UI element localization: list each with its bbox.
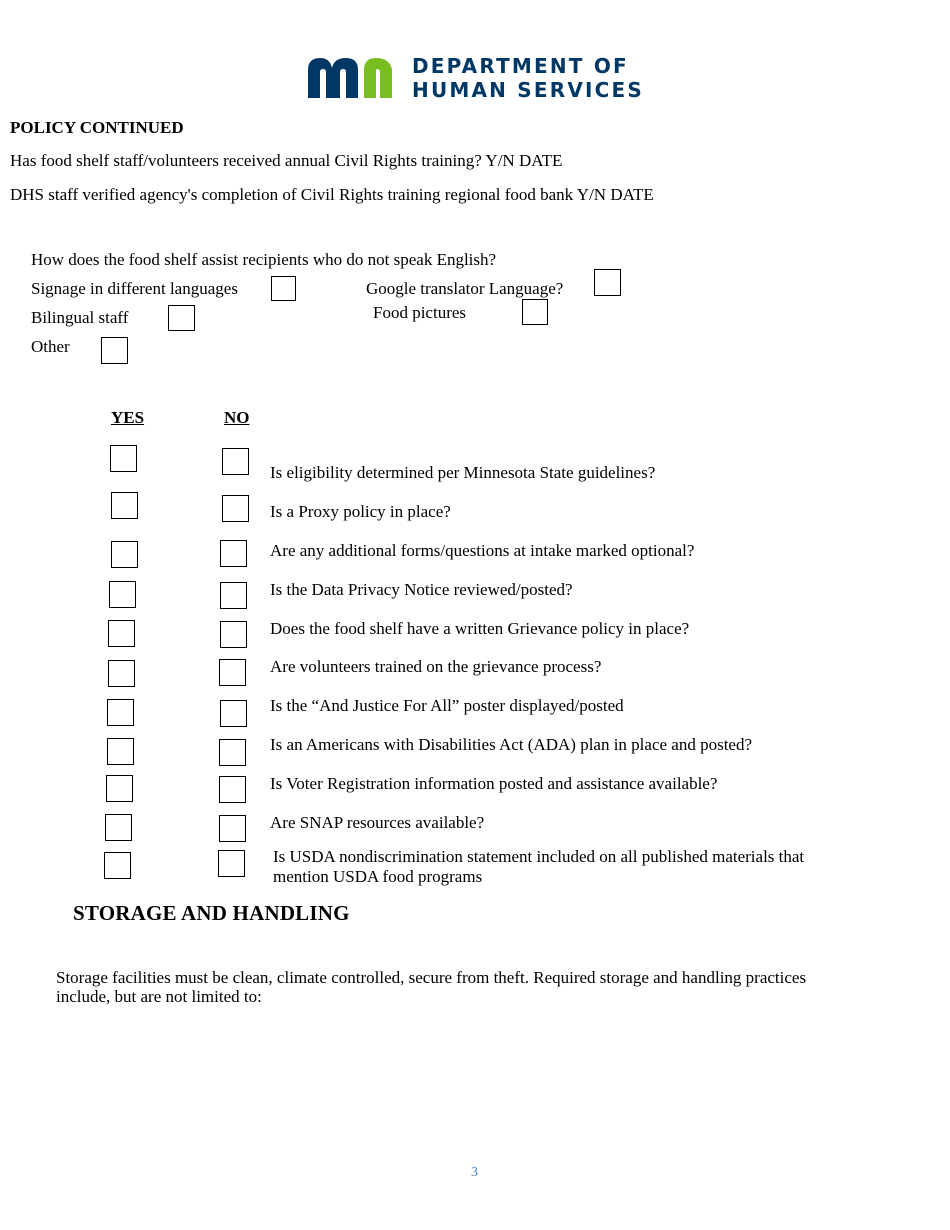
no-checkbox[interactable] xyxy=(220,700,247,727)
no-checkbox[interactable] xyxy=(220,540,247,567)
page-number: 3 xyxy=(471,1165,478,1180)
option-other-label: Other xyxy=(31,337,70,356)
no-checkbox[interactable] xyxy=(219,815,246,842)
question-snap-resources: Are SNAP resources available? xyxy=(270,813,485,832)
google-translator-checkbox[interactable] xyxy=(594,269,621,296)
logo-text-line1: DEPARTMENT OF xyxy=(412,54,629,78)
policy-heading: POLICY CONTINUED xyxy=(10,118,184,137)
yes-checkbox[interactable] xyxy=(104,852,131,879)
question-eligibility: Is eligibility determined per Minnesota State guidelines? xyxy=(270,463,656,482)
food-pictures-checkbox[interactable] xyxy=(522,299,548,325)
option-pictures-label: Food pictures xyxy=(373,303,467,322)
no-checkbox[interactable] xyxy=(220,582,247,609)
question-intake-forms: Are any additional forms/questions at intake marked optional? xyxy=(270,541,695,560)
yes-checkbox[interactable] xyxy=(106,775,133,802)
yes-checkbox[interactable] xyxy=(108,660,135,687)
question-ada-plan: Is an Americans with Disabilities Act (ADA) plan in place and posted? xyxy=(270,735,753,754)
bilingual-checkbox[interactable] xyxy=(168,305,195,331)
language-question: How does the food shelf assist recipients who do not speak English? xyxy=(31,250,497,269)
question-justice-poster: Is the “And Justice For All” poster displayed/posted xyxy=(270,696,624,715)
no-checkbox[interactable] xyxy=(219,776,246,803)
signage-checkbox[interactable] xyxy=(271,276,296,301)
option-signage-label: Signage in different languages xyxy=(31,279,238,298)
yes-checkbox[interactable] xyxy=(111,541,138,568)
policy-line-verified: DHS staff verified agency's completion of Civil Rights training regional food bank Y/N DATE xyxy=(10,185,654,204)
other-checkbox[interactable] xyxy=(101,337,128,364)
yes-checkbox[interactable] xyxy=(107,738,134,765)
mn-logo-mark-icon xyxy=(306,56,402,98)
no-checkbox[interactable] xyxy=(219,659,246,686)
yes-checkbox[interactable] xyxy=(110,445,137,472)
no-checkbox[interactable] xyxy=(222,448,249,475)
question-usda-statement: Is USDA nondiscrimination statement included on all published materials that xyxy=(273,847,805,866)
option-google-label: Google translator Language? xyxy=(366,279,564,298)
no-checkbox[interactable] xyxy=(218,850,245,877)
question-proxy-policy: Is a Proxy policy in place? xyxy=(270,502,451,521)
no-checkbox[interactable] xyxy=(220,621,247,648)
policy-line-training: Has food shelf staff/volunteers received annual Civil Rights training? Y/N DATE xyxy=(10,151,563,170)
no-checkbox[interactable] xyxy=(222,495,249,522)
yes-checkbox[interactable] xyxy=(107,699,134,726)
question-voter-registration: Is Voter Registration information posted and assistance available? xyxy=(270,774,718,793)
no-checkbox[interactable] xyxy=(219,739,246,766)
no-column-header: NO xyxy=(224,408,250,427)
yes-checkbox[interactable] xyxy=(111,492,138,519)
question-data-privacy: Is the Data Privacy Notice reviewed/posted? xyxy=(270,580,573,599)
question-grievance-training: Are volunteers trained on the grievance process? xyxy=(270,657,602,676)
storage-paragraph-line2: include, but are not limited to: xyxy=(56,987,262,1006)
question-usda-statement-cont: mention USDA food programs xyxy=(273,867,483,886)
yes-checkbox[interactable] xyxy=(105,814,132,841)
storage-heading: STORAGE AND HANDLING xyxy=(73,901,350,925)
yes-checkbox[interactable] xyxy=(109,581,136,608)
question-grievance-policy: Does the food shelf have a written Grievance policy in place? xyxy=(270,619,690,638)
option-bilingual-label: Bilingual staff xyxy=(31,308,129,327)
storage-paragraph-line1: Storage facilities must be clean, climate controlled, secure from theft. Required storage and handling practices xyxy=(56,968,807,987)
yes-column-header: YES xyxy=(111,408,145,427)
logo-text-line2: HUMAN SERVICES xyxy=(412,78,644,102)
yes-checkbox[interactable] xyxy=(108,620,135,647)
